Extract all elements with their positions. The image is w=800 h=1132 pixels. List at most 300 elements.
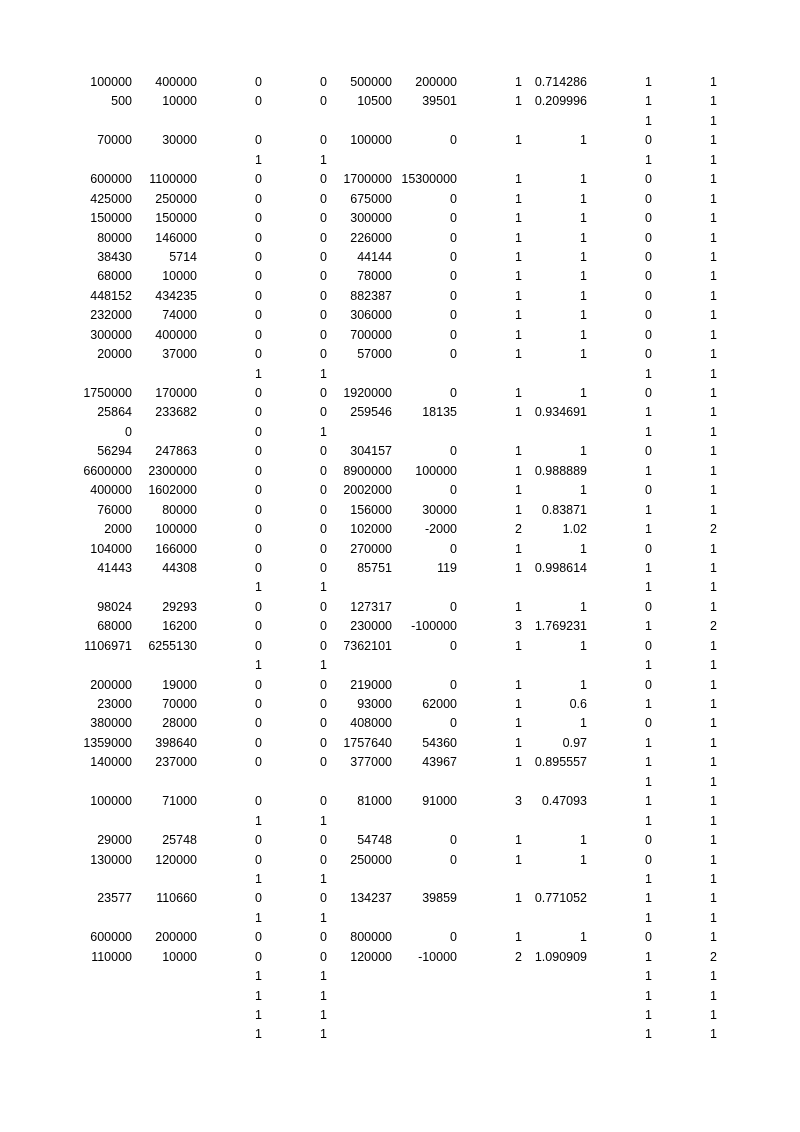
table-cell: 1	[580, 444, 587, 459]
table-cell: 200000	[155, 930, 197, 945]
table-cell: 37000	[162, 347, 197, 362]
table-cell: 1	[645, 463, 652, 478]
table-row	[0, 326, 800, 345]
table-cell: 882387	[350, 288, 392, 303]
table-cell: 0.97	[562, 735, 587, 750]
table-cell: 0	[255, 891, 262, 906]
table-cell	[457, 1006, 522, 1025]
table-row	[0, 267, 800, 286]
table-cell: 0	[450, 269, 457, 284]
table-cell	[457, 365, 522, 384]
table-cell: 0	[645, 716, 652, 731]
table-cell: 0	[450, 230, 457, 245]
table-cell: 10500	[357, 94, 392, 109]
table-cell: 0	[645, 288, 652, 303]
table-cell: 1	[515, 463, 522, 478]
table-cell: 0	[320, 638, 327, 653]
table-cell: 1	[515, 716, 522, 731]
table-cell: 0	[645, 852, 652, 867]
table-cell: 150000	[90, 211, 132, 226]
table-cell: 0	[320, 852, 327, 867]
table-cell: 0	[320, 191, 327, 206]
table-row	[0, 365, 800, 384]
table-cell: 70000	[97, 133, 132, 148]
table-cell: 1	[710, 716, 717, 731]
table-cell: 0	[320, 794, 327, 809]
table-cell: 56294	[97, 444, 132, 459]
table-cell: 62000	[422, 697, 457, 711]
table-cell	[132, 578, 197, 597]
table-cell: 1	[580, 230, 587, 245]
table-cell: 0	[255, 327, 262, 342]
table-cell	[522, 151, 587, 170]
table-cell: 0	[450, 833, 457, 848]
table-cell	[327, 423, 392, 442]
table-cell: 0	[255, 541, 262, 556]
table-cell: 100000	[90, 794, 132, 809]
table-cell: 0.998614	[534, 560, 587, 575]
table-cell: 1	[320, 366, 327, 381]
table-cell: 1	[710, 541, 717, 556]
table-cell: 1	[710, 94, 717, 109]
table-cell: 0	[645, 172, 652, 187]
table-cell: 1	[710, 308, 717, 323]
table-cell: 0	[255, 755, 262, 770]
table-cell: 1	[320, 658, 327, 673]
table-cell: 1	[580, 599, 587, 614]
table-cell: 0	[320, 522, 327, 537]
table-cell: 0	[255, 230, 262, 245]
table-cell: 675000	[350, 191, 392, 206]
table-cell: 1	[580, 386, 587, 400]
table-cell	[327, 773, 392, 792]
table-cell	[132, 909, 197, 928]
table-cell: 1	[645, 988, 652, 1003]
table-cell	[522, 967, 587, 986]
table-cell: 1	[255, 1027, 262, 1042]
table-cell	[60, 365, 132, 384]
table-row	[0, 190, 800, 209]
table-cell: 1	[645, 697, 652, 711]
table-cell: 0	[255, 133, 262, 148]
table-cell: 0	[645, 833, 652, 848]
table-cell	[132, 151, 197, 170]
table-cell: 156000	[350, 502, 392, 517]
table-cell	[522, 1006, 587, 1025]
table-cell: 19000	[162, 677, 197, 692]
table-cell	[327, 812, 392, 831]
table-cell: 54748	[357, 833, 392, 848]
table-cell: 0	[255, 638, 262, 653]
table-cell: 1	[710, 969, 717, 984]
table-cell: 1	[515, 269, 522, 284]
table-cell: 1	[515, 211, 522, 226]
table-row	[0, 462, 800, 481]
table-cell: 0	[645, 541, 652, 556]
table-cell: 119	[437, 560, 457, 575]
table-cell: 38430	[97, 249, 132, 264]
table-cell	[197, 773, 262, 792]
table-cell: 0	[450, 677, 457, 692]
table-cell: 0	[320, 405, 327, 420]
table-cell: 2	[515, 522, 522, 537]
table-cell	[392, 423, 457, 442]
table-row	[0, 384, 800, 403]
table-cell: 1	[645, 619, 652, 634]
table-cell	[392, 656, 457, 675]
table-cell: 0.988889	[534, 463, 587, 478]
table-cell: 1	[515, 930, 522, 945]
table-cell: 1	[710, 677, 717, 692]
table-cell: 0	[450, 347, 457, 362]
table-cell: -2000	[425, 522, 457, 537]
table-cell: 1	[580, 288, 587, 303]
table-cell: 400000	[155, 75, 197, 89]
table-cell	[132, 112, 197, 131]
table-cell: 1	[645, 502, 652, 517]
table-cell: 44144	[357, 249, 392, 264]
table-cell	[522, 112, 587, 131]
table-cell: 1	[710, 386, 717, 400]
table-cell: 15300000	[401, 172, 457, 187]
table-cell: 100000	[155, 522, 197, 537]
table-cell: 1	[710, 463, 717, 478]
table-cell: 2	[515, 949, 522, 964]
table-cell: 232000	[90, 308, 132, 323]
table-cell: 0	[255, 697, 262, 711]
table-cell: 0	[320, 949, 327, 964]
table-cell: 1	[645, 1008, 652, 1022]
table-cell: 1	[710, 794, 717, 809]
table-cell	[392, 151, 457, 170]
table-cell: 1	[710, 871, 717, 886]
table-cell: 1	[645, 405, 652, 420]
table-cell: 0	[320, 269, 327, 284]
table-cell: 247863	[155, 444, 197, 459]
table-cell: 39859	[422, 891, 457, 906]
table-cell: 130000	[90, 852, 132, 867]
table-cell: 0	[320, 716, 327, 731]
table-cell: 120000	[155, 852, 197, 867]
table-cell: 1	[255, 969, 262, 984]
table-cell: 100000	[90, 75, 132, 89]
table-cell: 0	[645, 444, 652, 459]
table-cell: 1	[710, 230, 717, 245]
table-cell: 0	[320, 75, 327, 89]
table-cell: 29293	[162, 599, 197, 614]
table-cell: 0	[320, 249, 327, 264]
table-cell: 1	[710, 930, 717, 945]
table-cell: 1359000	[83, 735, 132, 750]
table-row	[0, 773, 800, 792]
table-cell: 1	[580, 308, 587, 323]
table-cell: 300000	[350, 211, 392, 226]
table-row	[0, 637, 800, 656]
table-cell: 434235	[155, 288, 197, 303]
table-cell: -10000	[418, 949, 457, 964]
table-cell: 1	[710, 191, 717, 206]
table-cell: 20000	[97, 347, 132, 362]
table-cell: 54360	[422, 735, 457, 750]
table-cell: 0	[255, 444, 262, 459]
table-cell: 70000	[162, 697, 197, 711]
table-cell: 0	[255, 75, 262, 89]
table-cell: 0	[255, 308, 262, 323]
table-cell: 0	[645, 930, 652, 945]
table-cell: 1	[645, 910, 652, 925]
table-cell	[327, 909, 392, 928]
table-cell: 1	[580, 852, 587, 867]
table-cell: 1	[645, 113, 652, 128]
table-cell: 0	[645, 133, 652, 148]
table-cell: 0	[645, 599, 652, 614]
table-cell	[457, 1025, 522, 1044]
table-cell: 0	[255, 833, 262, 848]
table-cell: 1	[515, 677, 522, 692]
table-cell: 0	[255, 249, 262, 264]
table-row	[0, 928, 800, 947]
table-cell: 0	[320, 211, 327, 226]
table-cell: 0.83871	[541, 502, 587, 517]
table-cell: 0	[645, 211, 652, 226]
table-cell: 28000	[162, 716, 197, 731]
table-cell	[132, 812, 197, 831]
table-cell: 0	[450, 599, 457, 614]
table-cell: 0	[450, 483, 457, 498]
table-cell: 0.6	[569, 697, 587, 711]
table-cell: 25748	[162, 833, 197, 848]
table-cell: -100000	[411, 619, 457, 634]
table-cell	[392, 1025, 457, 1044]
table-cell: 81000	[357, 794, 392, 809]
table-cell: 1	[645, 75, 652, 89]
table-cell: 1	[515, 502, 522, 517]
table-cell: 30000	[162, 133, 197, 148]
table-cell	[197, 112, 262, 131]
table-cell: 1	[515, 288, 522, 303]
table-row	[0, 695, 800, 714]
table-cell: 0	[645, 483, 652, 498]
table-row	[0, 889, 800, 908]
table-cell: 0	[320, 619, 327, 634]
table-row	[0, 92, 800, 111]
table-cell: 1	[710, 580, 717, 595]
table-cell: 400000	[90, 483, 132, 498]
table-cell: 1	[580, 541, 587, 556]
table-cell: 1	[710, 269, 717, 284]
table-cell: 400000	[155, 327, 197, 342]
table-cell: 1	[580, 327, 587, 342]
table-cell: 1	[580, 269, 587, 284]
table-cell: 0	[645, 347, 652, 362]
table-cell	[132, 365, 197, 384]
table-cell: 1	[580, 211, 587, 226]
table-cell: 0	[645, 308, 652, 323]
table-cell	[457, 987, 522, 1006]
table-cell: 0.714286	[534, 75, 587, 89]
table-row	[0, 403, 800, 422]
table-cell: 80000	[162, 502, 197, 517]
table-cell: 0	[255, 560, 262, 575]
table-row	[0, 656, 800, 675]
table-cell: 57000	[357, 347, 392, 362]
table-cell: 1	[515, 230, 522, 245]
table-cell: 1.769231	[534, 619, 587, 634]
table-cell: 1	[645, 735, 652, 750]
table-row	[0, 1025, 800, 1044]
table-row	[0, 131, 800, 150]
table-cell	[392, 870, 457, 889]
table-cell: 0	[320, 463, 327, 478]
table-cell: 1	[515, 327, 522, 342]
table-cell: 0	[255, 949, 262, 964]
table-row	[0, 151, 800, 170]
table-cell: 18135	[422, 405, 457, 420]
table-cell	[392, 578, 457, 597]
table-cell: 2	[710, 619, 717, 634]
table-cell: 170000	[155, 386, 197, 400]
table-cell	[457, 578, 522, 597]
table-cell: 1	[710, 113, 717, 128]
table-row	[0, 870, 800, 889]
table-cell: 0	[255, 483, 262, 498]
table-cell: 1	[255, 871, 262, 886]
table-cell: 425000	[90, 191, 132, 206]
table-cell	[132, 1025, 197, 1044]
table-cell: 500	[111, 94, 132, 109]
table-cell: 1	[515, 483, 522, 498]
table-cell	[327, 967, 392, 986]
table-cell	[132, 987, 197, 1006]
table-cell: 3	[515, 794, 522, 809]
table-cell	[327, 151, 392, 170]
table-cell: 0	[320, 541, 327, 556]
table-cell: 1	[710, 774, 717, 789]
table-cell: 2300000	[148, 463, 197, 478]
table-row	[0, 812, 800, 831]
table-cell: 0	[645, 230, 652, 245]
table-cell: 0	[320, 891, 327, 906]
table-row	[0, 753, 800, 772]
table-cell: 25864	[97, 405, 132, 420]
table-cell: 1	[255, 910, 262, 925]
table-cell: 0	[320, 735, 327, 750]
table-cell: 29000	[97, 833, 132, 848]
table-cell: 0	[255, 347, 262, 362]
table-cell	[392, 112, 457, 131]
table-row	[0, 987, 800, 1006]
table-cell: 1	[255, 988, 262, 1003]
table-cell: 380000	[90, 716, 132, 731]
table-cell	[392, 365, 457, 384]
table-cell: 1	[515, 386, 522, 400]
table-cell: 1	[645, 424, 652, 439]
table-cell: 259546	[350, 405, 392, 420]
table-cell: 91000	[422, 794, 457, 809]
table-cell: 1	[710, 483, 717, 498]
table-cell: 0	[255, 502, 262, 517]
table-cell	[132, 773, 197, 792]
table-cell	[327, 987, 392, 1006]
table-cell: 1	[255, 813, 262, 828]
table-cell: 5714	[169, 249, 197, 264]
table-cell: 1700000	[343, 172, 392, 187]
table-cell	[457, 656, 522, 675]
table-cell: 1	[255, 152, 262, 167]
table-cell: 150000	[155, 211, 197, 226]
table-cell: 0	[255, 619, 262, 634]
table-cell: 0	[255, 716, 262, 731]
table-cell: 0	[320, 347, 327, 362]
table-cell: 0	[255, 522, 262, 537]
table-cell: 1	[580, 930, 587, 945]
table-cell: 0	[255, 794, 262, 809]
table-cell: 0	[450, 191, 457, 206]
table-cell: 6255130	[148, 638, 197, 653]
table-row	[0, 909, 800, 928]
table-cell: 23000	[97, 697, 132, 711]
table-cell: 1	[645, 891, 652, 906]
table-cell	[327, 365, 392, 384]
table-cell	[457, 112, 522, 131]
table-cell	[457, 773, 522, 792]
table-cell: 1	[645, 366, 652, 381]
table-cell: 200000	[415, 75, 457, 89]
table-cell: 1	[645, 1027, 652, 1042]
table-row	[0, 481, 800, 500]
table-cell	[457, 909, 522, 928]
table-row	[0, 578, 800, 597]
table-row	[0, 209, 800, 228]
table-cell: 68000	[97, 619, 132, 634]
table-cell: 1	[255, 580, 262, 595]
table-cell: 1	[710, 1008, 717, 1022]
table-cell: 110660	[156, 891, 197, 906]
table-cell: 0	[255, 405, 262, 420]
table-cell: 1	[515, 172, 522, 187]
table-cell: 16200	[162, 619, 197, 634]
table-cell: 1	[515, 697, 522, 711]
table-cell: 1	[710, 697, 717, 711]
table-cell: 1106971	[84, 638, 132, 653]
table-cell: 0	[255, 677, 262, 692]
table-row	[0, 170, 800, 189]
table-cell: 1	[320, 871, 327, 886]
table-cell: 1	[710, 211, 717, 226]
table-cell: 0	[320, 930, 327, 945]
table-cell: 1	[320, 424, 327, 439]
table-cell: 1	[710, 735, 717, 750]
table-cell	[327, 870, 392, 889]
table-cell	[60, 967, 132, 986]
table-cell: 0	[450, 133, 457, 148]
table-cell: 0	[450, 716, 457, 731]
table-cell	[60, 987, 132, 1006]
table-cell: 1	[515, 755, 522, 770]
table-cell	[392, 909, 457, 928]
table-cell: 78000	[357, 269, 392, 284]
table-row	[0, 112, 800, 131]
table-cell: 2002000	[343, 483, 392, 498]
table-row	[0, 501, 800, 520]
table-cell: 100000	[415, 463, 457, 478]
table-cell: 0.209996	[534, 94, 587, 109]
table-cell: 1	[515, 249, 522, 264]
table-cell: 1	[645, 794, 652, 809]
table-cell: 1	[515, 541, 522, 556]
table-cell: 377000	[350, 755, 392, 770]
table-cell: 23577	[97, 891, 132, 906]
